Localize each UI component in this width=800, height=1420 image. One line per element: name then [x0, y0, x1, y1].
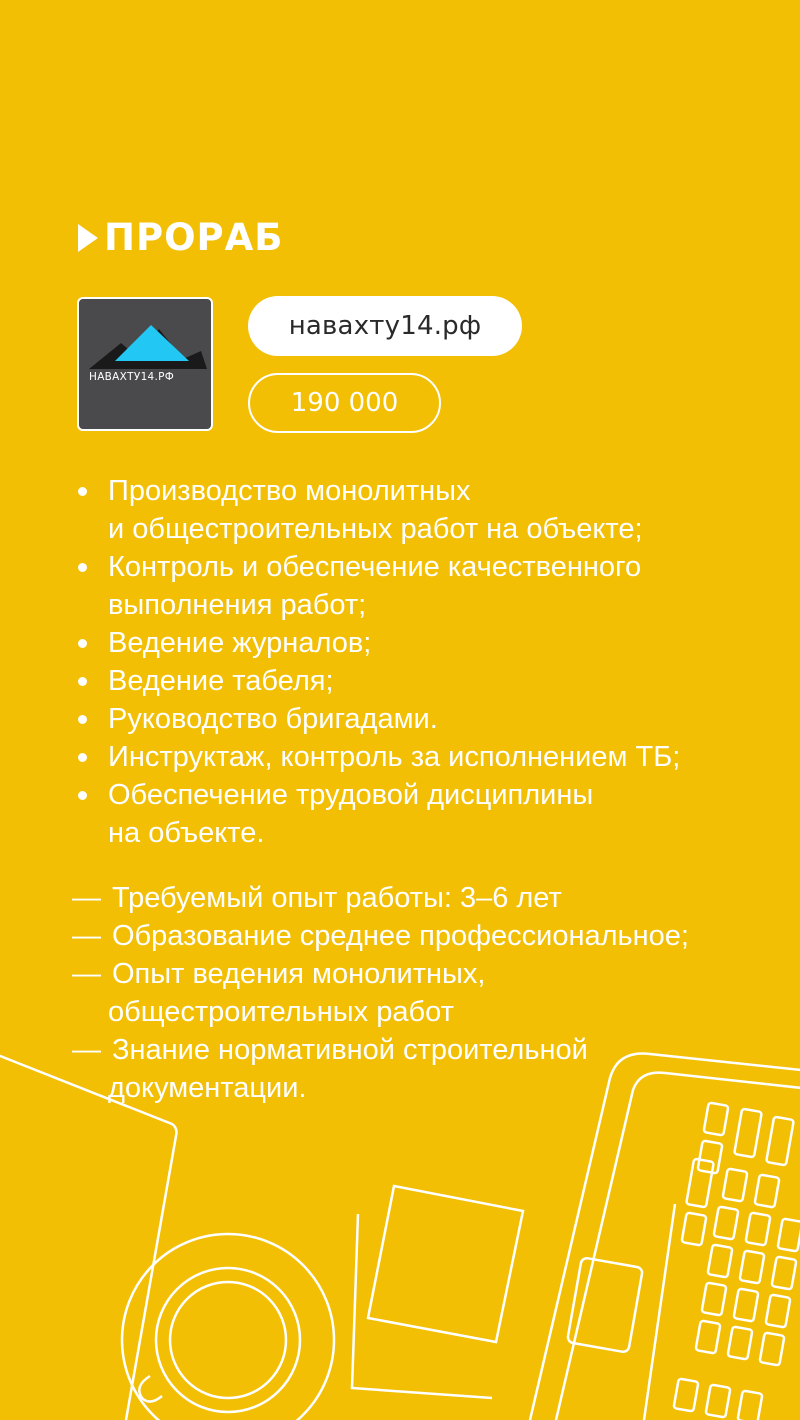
duty-item: [72, 548, 792, 586]
duty-item-continuation: [72, 510, 792, 548]
site-link-pill[interactable]: навахту14.рф: [248, 296, 522, 356]
requirement-item: [72, 917, 792, 955]
requirement-item-continuation: [72, 993, 792, 1031]
requirement-item-continuation: [72, 1069, 792, 1107]
bullet-icon: [78, 563, 87, 572]
duty-item: [72, 776, 792, 814]
requirement-text: документации.: [108, 1072, 307, 1104]
duty-text: Производство монолитных: [108, 475, 471, 507]
duty-text: на объекте.: [108, 817, 265, 849]
paper-front: [368, 1186, 523, 1342]
duty-item: [72, 624, 792, 662]
bullet-icon: [78, 715, 87, 724]
cup-handle: [139, 1376, 162, 1402]
duty-item: [72, 472, 792, 510]
duty-item: [72, 700, 792, 738]
bullet-icon: [78, 487, 87, 496]
mountain-logo-icon: [79, 299, 213, 431]
company-logo: [77, 297, 213, 431]
duty-text: Контроль и обеспечение качественного: [108, 551, 642, 583]
laptop-keys: [674, 1102, 800, 1420]
dash-marker: —: [72, 920, 101, 952]
play-arrow-icon: [76, 222, 100, 254]
bullet-icon: [78, 791, 87, 800]
duty-item-continuation: [72, 814, 792, 852]
duty-text: и общестроительных работ на объекте;: [108, 513, 643, 545]
requirement-text: общестроительных работ: [108, 996, 454, 1028]
requirement-item: [72, 1031, 792, 1069]
bullet-icon: [78, 677, 87, 686]
dash-marker: —: [72, 882, 101, 914]
cup-rim: [156, 1268, 300, 1412]
job-title: ПРОРАБ: [104, 216, 284, 259]
duty-text: Обеспечение трудовой дисциплины: [108, 779, 594, 811]
paper-back: [352, 1214, 492, 1398]
duty-text: Ведение табеля;: [108, 665, 334, 697]
duties-list: [72, 472, 792, 852]
dash-marker: —: [72, 958, 101, 990]
bullet-icon: [78, 753, 87, 762]
requirement-item: [72, 955, 792, 993]
requirement-text: Знание нормативной строительной: [112, 1034, 588, 1066]
laptop-inner: [556, 1073, 800, 1420]
tablet-outline: [0, 1052, 177, 1420]
salary-badge: 190 000: [248, 373, 441, 433]
duty-text: выполнения работ;: [108, 589, 367, 621]
job-title-row: [76, 218, 284, 258]
duty-text: Инструктаж, контроль за исполнением ТБ;: [108, 741, 681, 773]
laptop-keyboard-edge: [644, 1204, 675, 1420]
duty-text: Ведение журналов;: [108, 627, 372, 659]
requirement-text: Опыт ведения монолитных,: [112, 958, 486, 990]
laptop-outline: [530, 1054, 800, 1420]
duty-item: [72, 738, 792, 776]
duty-text: Руководство бригадами.: [108, 703, 438, 735]
logo-text: НАВАХТУ14.РФ: [89, 371, 175, 383]
bullet-icon: [78, 639, 87, 648]
duty-item: [72, 662, 792, 700]
requirement-text: Образование среднее профессиональное;: [112, 920, 689, 952]
requirements-list: [72, 879, 792, 1107]
cup-inner: [170, 1282, 286, 1398]
dash-marker: —: [72, 1034, 101, 1066]
laptop-touchpad: [567, 1257, 643, 1352]
requirement-text: Требуемый опыт работы: 3–6 лет: [112, 882, 562, 914]
requirement-item: [72, 879, 792, 917]
duty-item-continuation: [72, 586, 792, 624]
